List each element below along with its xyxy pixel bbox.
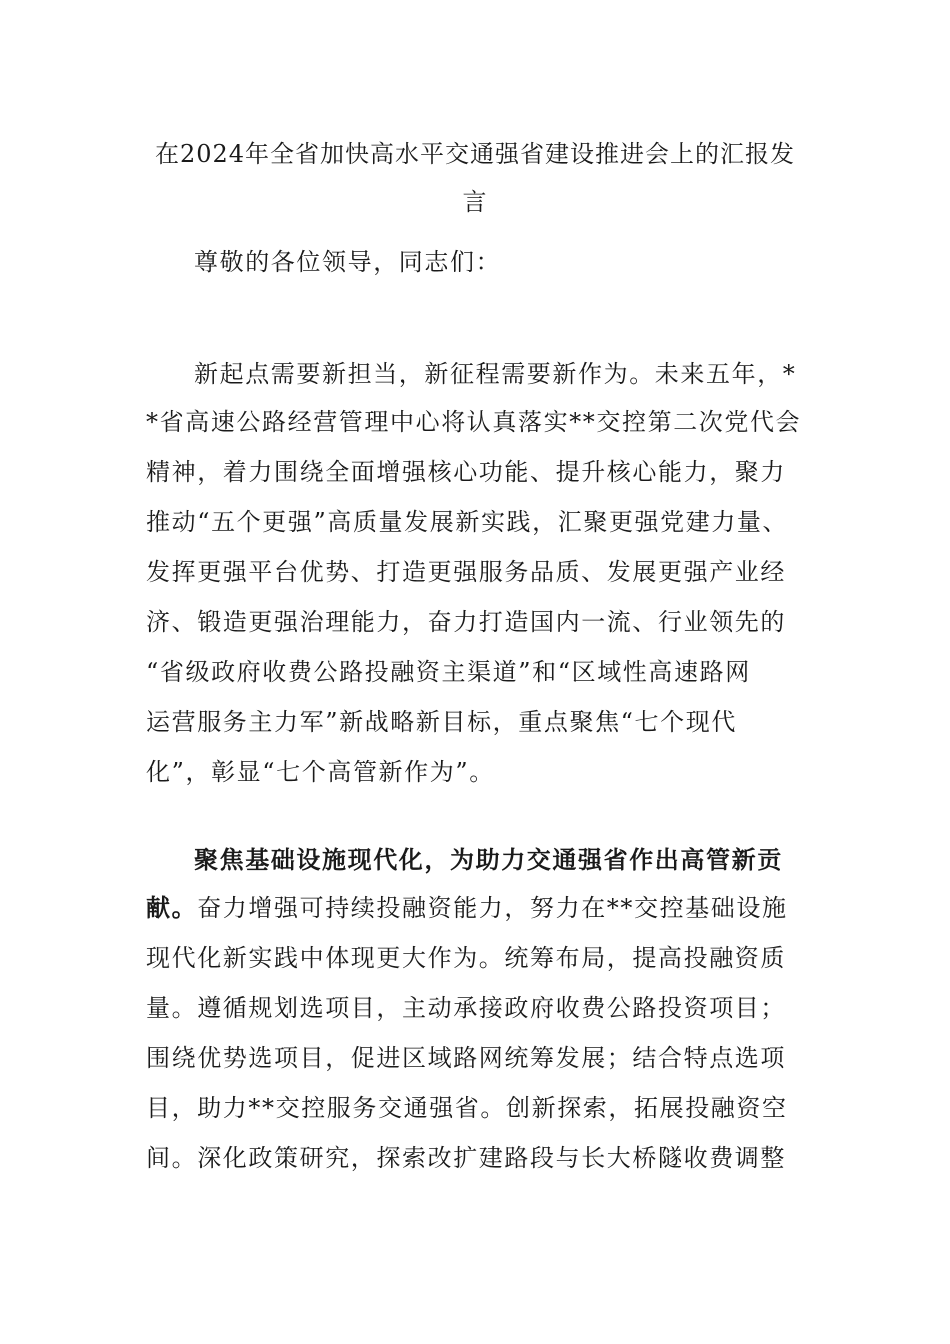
paragraph-1-line: 精神，着力围绕全面增强核心功能、提升核心能力，聚力	[146, 458, 786, 486]
section-heading-end: 献。	[146, 893, 198, 922]
paragraph-1-line: 化”，彰显“七个高管新作为”。	[146, 758, 495, 786]
paragraph-1-line: 济、锻造更强治理能力，奋力打造国内一流、行业领先的	[146, 608, 786, 636]
paragraph-2-line: 围绕优势选项目，促进区域路网统筹发展；结合特点选项	[146, 1044, 786, 1072]
paragraph-1-line: 运营服务主力军”新战略新目标，重点聚焦“七个现代	[146, 708, 737, 736]
paragraph-1-line: 发挥更强平台优势、打造更强服务品质、发展更强产业经	[146, 558, 786, 586]
paragraph-2-line: 现代化新实践中体现更大作为。统筹布局，提高投融资质	[146, 944, 786, 972]
paragraph-2-text: 奋力增强可持续投融资能力，努力在**交控基础设施	[197, 894, 788, 922]
paragraph-2-line: 间。深化政策研究，探索改扩建路段与长大桥隧收费调整	[146, 1144, 786, 1172]
paragraph-1-line: *省高速公路经营管理中心将认真落实**交控第二次党代会	[146, 408, 802, 436]
paragraph-1-line: 推动“五个更强”高质量发展新实践，汇聚更强党建力量、	[146, 508, 789, 536]
salutation: 尊敬的各位领导，同志们：	[194, 248, 502, 276]
section-heading-infrastructure: 聚焦基础设施现代化，为助力交通强省作出高管新贡	[194, 845, 783, 874]
document-title-line-1: 在2024年全省加快高水平交通强省建设推进会上的汇报发	[154, 140, 796, 168]
document-title-line-2: 言	[462, 188, 488, 216]
paragraph-2-line: 量。遵循规划选项目，主动承接政府收费公路投资项目；	[146, 994, 786, 1022]
paragraph-1-line: “省级政府收费公路投融资主渠道”和“区域性高速路网	[146, 658, 751, 686]
paragraph-2-line: 目，助力**交控服务交通强省。创新探索，拓展投融资空	[146, 1094, 788, 1122]
paragraph-2-line	[146, 894, 788, 922]
paragraph-1-line: 新起点需要新担当，新征程需要新作为。未来五年，*	[194, 360, 797, 388]
